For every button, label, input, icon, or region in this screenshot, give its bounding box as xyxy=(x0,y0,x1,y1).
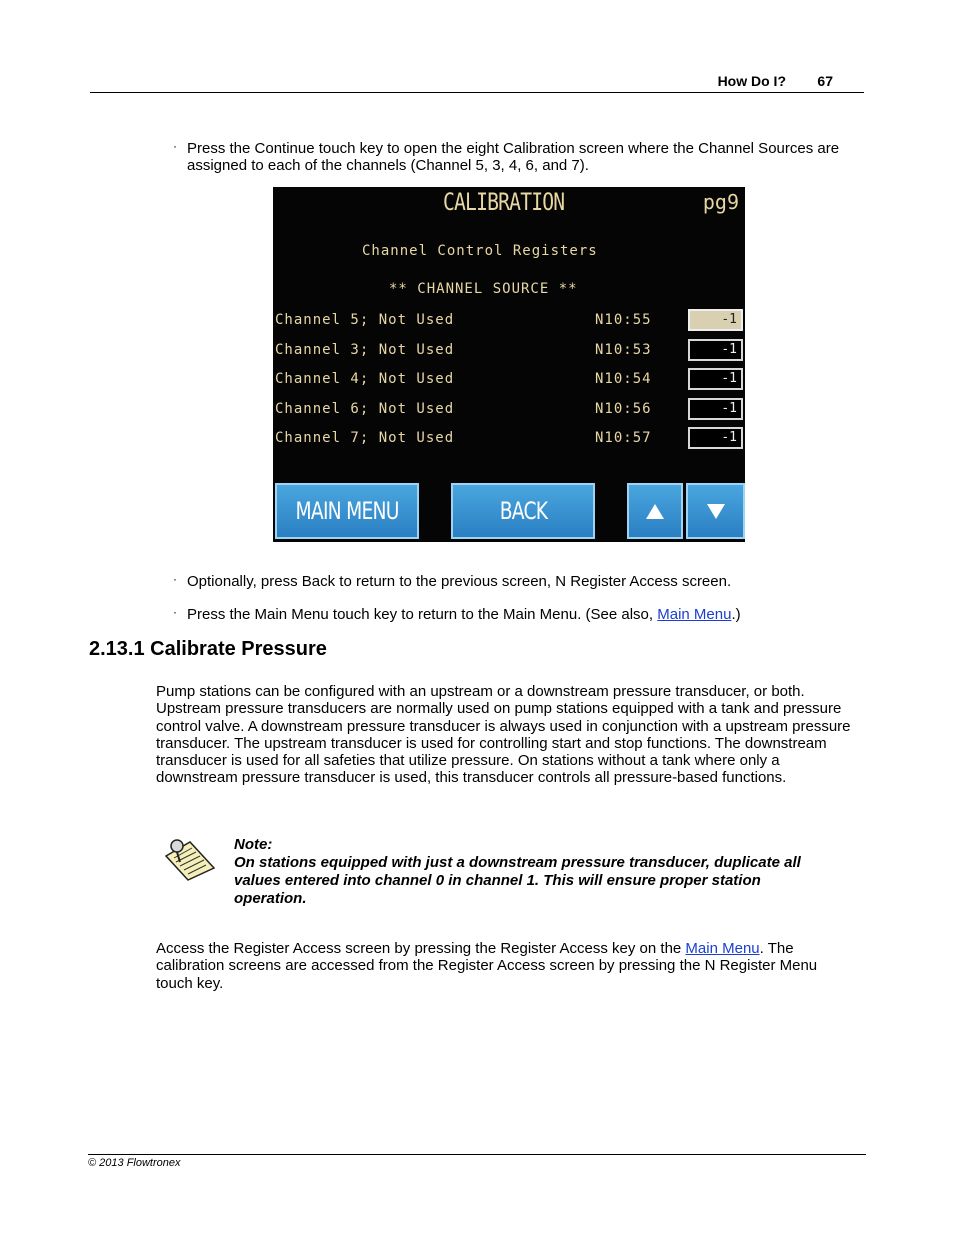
screen-section: ** CHANNEL SOURCE ** xyxy=(389,281,578,297)
channel-label: Channel 6; Not Used xyxy=(275,401,455,417)
screen-page: pg9 xyxy=(702,190,739,214)
back-button-label: BACK xyxy=(499,497,547,525)
up-arrow-icon xyxy=(646,504,664,519)
channel-register: N10:55 xyxy=(595,312,652,328)
bullet-text xyxy=(187,606,877,623)
bullet-text: Optionally, press Back to return to the previous screen, N Register Access screen. xyxy=(187,573,732,590)
channel-register: N10:53 xyxy=(595,342,652,358)
calibration-screenshot xyxy=(273,187,745,542)
bullet-text-before: Press the Main Menu touch key to return to the Main Menu. (See also, xyxy=(187,606,658,623)
bullet-symbol: · xyxy=(173,572,177,586)
scroll-down-button[interactable] xyxy=(686,483,745,539)
note-block xyxy=(234,836,834,908)
channel-value-field[interactable]: -1 xyxy=(688,339,743,361)
note-text: On stations equipped with just a downstream pressure transducer, duplicate all values entered into channel 0 in channel 1. This will ensure proper station operation. xyxy=(234,854,801,907)
main-menu-button[interactable] xyxy=(275,483,419,539)
channel-value-field[interactable]: -1 xyxy=(688,368,743,390)
down-arrow-icon xyxy=(707,504,725,519)
body-paragraph: Pump stations can be configured with an upstream or a downstream pressure transducer, or both. Upstream pressure transducers are normally used on pump stations equipped with a tank and pressure control valve. A downstream pressure transducer is always used in conjunction with a upstream pressure transducer. The upstream transducer is used for controlling start and stop functions. The downstream transducer is used for all safeties that utilize pressure. On stations without a tank where only a downstream pressure transducer is used, this transducer controls all pressure-based functions. xyxy=(156,683,851,787)
channel-row xyxy=(275,427,745,451)
access-text-before: Access the Register Access screen by pressing the Register Access key on the xyxy=(156,940,686,957)
channel-register: N10:56 xyxy=(595,401,652,417)
page-footer: © 2013 Flowtronex xyxy=(88,1154,866,1169)
channel-value-field[interactable]: -1 xyxy=(688,398,743,420)
channel-row xyxy=(275,368,745,392)
bullet-text-after: .) xyxy=(731,606,741,623)
note-pad-icon xyxy=(160,836,218,882)
main-menu-link[interactable]: Main Menu xyxy=(657,606,732,623)
channel-row xyxy=(275,309,745,333)
channel-label: Channel 7; Not Used xyxy=(275,430,455,446)
header-section-title: How Do I? xyxy=(717,73,786,89)
screen-title: CALIBRATION xyxy=(443,188,565,216)
scroll-up-button[interactable] xyxy=(627,483,683,539)
section-heading: 2.13.1 Calibrate Pressure xyxy=(89,638,327,660)
header-page-number: 67 xyxy=(817,73,833,89)
bullet-text: Press the Continue touch key to open the eight Calibration screen where the Channel Sources are assigned to each of the channels (Channel 5, 3, 4, 6, and 7). xyxy=(187,140,840,174)
main-menu-button-label: MAIN MENU xyxy=(295,497,399,525)
access-paragraph xyxy=(156,940,856,992)
access-text-after: . The calibration screens are accessed from the Register Access screen by pressing the N Register Menu touch key. xyxy=(156,940,818,992)
channel-value-field[interactable]: -1 xyxy=(688,427,743,449)
channel-label: Channel 4; Not Used xyxy=(275,371,455,387)
channel-register: N10:57 xyxy=(595,430,652,446)
channel-label: Channel 5; Not Used xyxy=(275,312,455,328)
channel-row xyxy=(275,339,745,363)
channel-label: Channel 3; Not Used xyxy=(275,342,455,358)
page-header xyxy=(90,70,864,93)
screen-subtitle: Channel Control Registers xyxy=(362,243,598,259)
channel-row xyxy=(275,398,745,422)
note-title: Note: xyxy=(234,836,273,853)
bullet-symbol: · xyxy=(173,605,177,619)
main-menu-link[interactable]: Main Menu xyxy=(685,940,760,957)
channel-value-field[interactable]: -1 xyxy=(688,309,743,331)
channel-register: N10:54 xyxy=(595,371,652,387)
back-button[interactable] xyxy=(451,483,595,539)
bullet-symbol: · xyxy=(173,139,177,153)
